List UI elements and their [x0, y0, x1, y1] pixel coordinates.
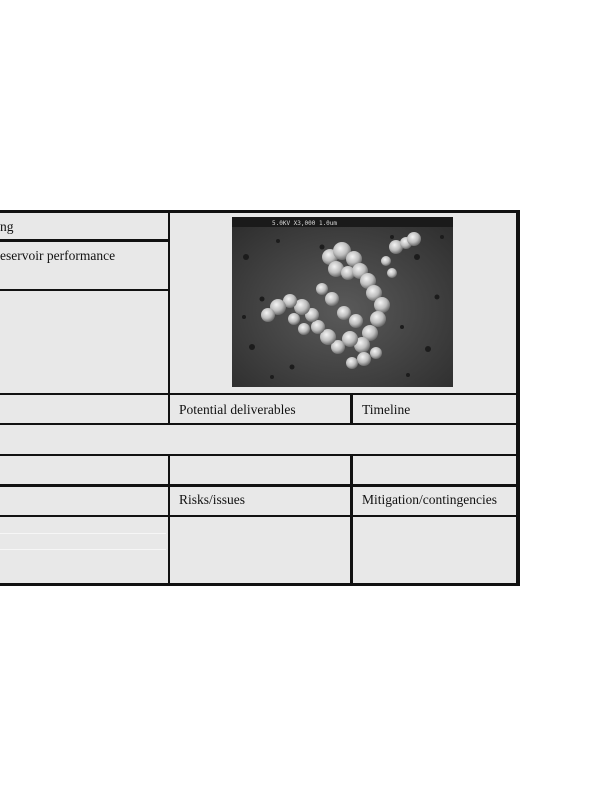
col-line-photo — [168, 210, 170, 394]
table-border-bottom — [0, 583, 520, 586]
sem-micrograph-image — [232, 217, 453, 387]
header-risks-issues: Risks/issues — [179, 492, 246, 507]
header-timeline: Timeline — [362, 402, 411, 417]
row-line-7 — [0, 515, 520, 517]
cell-reservoir-performance: eservoir performance — [0, 248, 116, 263]
cell-top-left-partial: ng — [0, 219, 14, 234]
svg-text:5.0KV X3,000 1.0um: 5.0KV X3,000 1.0um — [272, 220, 338, 227]
micrograph-svg — [232, 217, 453, 387]
row-line-4 — [0, 423, 520, 425]
header-potential-deliverables: Potential deliverables — [179, 402, 296, 417]
faint-line-2 — [0, 549, 166, 550]
table-border-top — [0, 210, 520, 213]
col-line-a2 — [168, 455, 170, 586]
col-line-b2 — [350, 455, 353, 586]
table-border-right — [516, 210, 520, 586]
row-line-5 — [0, 454, 520, 456]
row-line-3 — [0, 393, 520, 395]
row-line-6 — [0, 484, 520, 487]
col-line-b1 — [350, 394, 353, 424]
row-line-2 — [0, 289, 170, 291]
col-line-a1 — [168, 394, 170, 424]
faint-line-1 — [0, 533, 166, 534]
header-mitigation-contingencies: Mitigation/contingencies — [362, 492, 497, 507]
row-line-1 — [0, 239, 170, 242]
